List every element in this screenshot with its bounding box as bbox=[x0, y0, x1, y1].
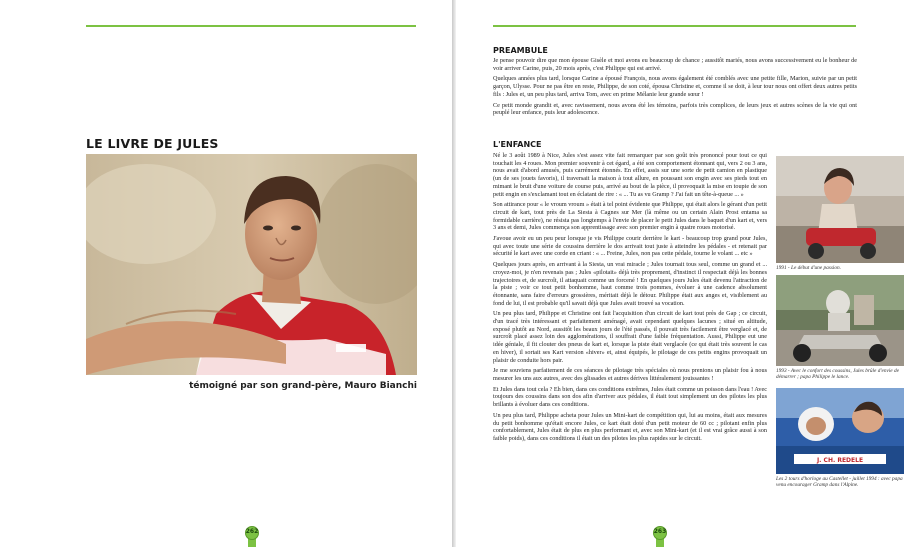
enfance-text bbox=[493, 152, 767, 446]
left-page bbox=[0, 0, 452, 547]
paragraph: Ce petit monde grandit et, avec ravissement, nous avons été les témoins, parfois très complices, de leurs jeux et autres scènes de la vie qui ont peuplé leur enfance, puis leur adolescence. bbox=[493, 101, 857, 117]
paragraph: Je me souviens parfaitement de ces séances de pilotage très spéciales où nous prenions un plaisir fou à nous mesurer les uns aux autres, avec des glissades et autres dérives littéralement jouissantes ! bbox=[493, 367, 767, 382]
preambule-text bbox=[493, 57, 857, 120]
photo-caption: 1993 - Avec le confort des coussins, Jules brûle d'envie de démarrer ; papa Philippe le lance. bbox=[776, 368, 899, 381]
paragraph: Quelques années plus tard, lorsque Carine a épousé François, nous avons également été comblés avec une petite fille, Marion, suivie par un petit garçon, Ulysse. Pour ne pas être en reste, Philippe, de son coté, épousa Christine et, comme il se doit, à leur tour nous ont offert deux autres petits fils : Jules et, un peu plus tard, arriva Tom, avec en prime Mélanie leur grande sœur ! bbox=[493, 75, 857, 98]
page-number-right: 263 bbox=[653, 526, 667, 547]
paragraph: J'avoue avoir eu un peu peur lorsque je vis Philippe courir derrière le kart - beaucoup trop grand pour Jules, qui avec toute une série de coussins derrière le dos arrivait tout juste à atteindre les pédales - et retenait par sécurité le kart avec une corde en criant : « ... Freine, Jules, non pas cette pédale, tourne le volant ... etc » bbox=[493, 235, 767, 258]
page-number-left: 262 bbox=[245, 526, 259, 547]
photo-caption: Les 2 tours d'horloge au Castellet - juillet 1994 : avec papa venu encourager Gramp dans l'Alpine. bbox=[776, 476, 903, 489]
portrait-photo bbox=[86, 154, 417, 375]
photo-kid-kart bbox=[776, 275, 904, 366]
photo-racing-car bbox=[776, 388, 904, 474]
chapter-title: LE LIVRE DE JULES bbox=[86, 136, 219, 151]
right-page bbox=[456, 0, 907, 547]
photo-toddler-toy-car bbox=[776, 156, 904, 263]
paragraph: Son attirance pour « le vroum vroum » était à tel point évidente que Philippe, qui était alors le gérant d'un petit circuit de kart, tout près de La Siesta à Cagnes sur Mer (là même ou un certain Alain Prost entama sa formidable carrière), ne résista pas longtemps à l'envie de placer le petit Jules dans le baquet d'un kart et, vers 3 ans et demi, Jules commença son apprentissage avec son premier engin à quatre roues motorisé. bbox=[493, 201, 767, 232]
section-heading-enfance: L'ENFANCE bbox=[493, 140, 542, 149]
paragraph: Né le 3 août 1989 à Nice, Jules s'est assez vite fait remarquer par son goût très prononcé pour tout ce qui touchait les 4 roues. Mon premier souvenir à cet égard, a été son comportement étonnant qui, vers 2 ou 3 ans, nous avait d'abord amusés, puis carrément étonnés. En effet, assis sur une sorte de petit camion en plastique (un de ses jouets favoris), il traversait la maison à tout allure, en poussant son engin avec ses pieds tout en mimant le bruit d'une voiture de course puis, arrivé au bout de la pièce, il provoquait la mise en toupie de son petit engin en s'exclamant tout en éclatant de rire : « ... Tu as vu Gramp ? J'ai fait un tête-à-queue ... » bbox=[493, 152, 767, 198]
header-rule-right bbox=[493, 25, 856, 27]
car-plate-text: J. CH. REDELE bbox=[816, 457, 864, 464]
paragraph: Quelques jours après, en arrivant à la Siesta, un vrai miracle ; Jules tournait tous seul, comme un grand et ... croyez-moi, je n'en revenais pas ; Jules «pilotait» déjà très proprement, d'instinct il respectait déjà les bonnes trajectoires et, de surcroît, il attaquait comme un forcené ! En quelques jours Jules était devenu l'attraction de la piste ; voir ce tout petit bonhomme, haut comme trois pommes, évoluer à une cadence absolument étonnante, sans faire d'erreurs grossières, méritait déjà le détour. Philippe était aux anges et, visiblement au fond de lui, il est probable qu'il savait déjà que Jules avait trouvé sa vocation. bbox=[493, 261, 767, 307]
paragraph: Et Jules dans tout cela ? Eh bien, dans ces conditions extrêmes, Jules était comme un poisson dans l'eau ! Avec toujours des coussins dans son dos afin d'arriver aux pédales, il était tout simplement un des pilotes les plus brillants à évoluer dans ces conditions. bbox=[493, 385, 767, 409]
section-heading-preambule: PREAMBULE bbox=[493, 46, 548, 55]
paragraph: Je pense pouvoir dire que mon épouse Gisèle et moi avons eu beaucoup de chance ; aussitôt mariés, nous avons successivement eu le bonheur de voir arriver Carine, puis, 20 mois après, c'est Philippe qui est arrivé. bbox=[493, 57, 857, 72]
header-rule-left bbox=[86, 25, 416, 27]
photo-caption: 1991 - Le début d'une passion. bbox=[776, 265, 841, 271]
paragraph: Un peu plus tard, Philippe et Christine ont fait l'acquisition d'un circuit de kart tout près de Gap ; ce circuit, d'un tracé très intéressant et parfaitement aménagé, avait cependant quelques lacunes ; situé en altitude, exposé plutôt au Nord, aussitôt les beaux jours de l'été passés, il pouvait très facilement être verglacé et, de surcroît placé assez loin des agglomérations, il souffrait d'une faible fréquentation. Aussi, Philippe eut une idée géniale, il fit clouter des pneus de kart et, lorsque la piste était verglacée (ce qui était très souvent le cas en hiver), il sortait ses Kart version «hiver» et, ainsi équipés, le pilotage de ces petits engins provoquait un plaisir de conduite hors pair. bbox=[493, 310, 767, 364]
paragraph: Un peu plus tard, Philippe acheta pour Jules un Mini-kart de compétition qui, lui au moins, était aux mesures du petit bonhomme qu'était encore Jules, ce kart était doté d'un petit moteur de 60 cc ; pilotant enfin plus confortablement, Jules était de plus en plus performant et, avec son Mini-kart (et il est vrai grâce aussi à son faible poids), dans ces conditions il était un des pilotes les plus rapides sur le circuit. bbox=[493, 411, 767, 442]
byline: témoigné par son grand-père, Mauro Bianchi bbox=[189, 381, 417, 391]
